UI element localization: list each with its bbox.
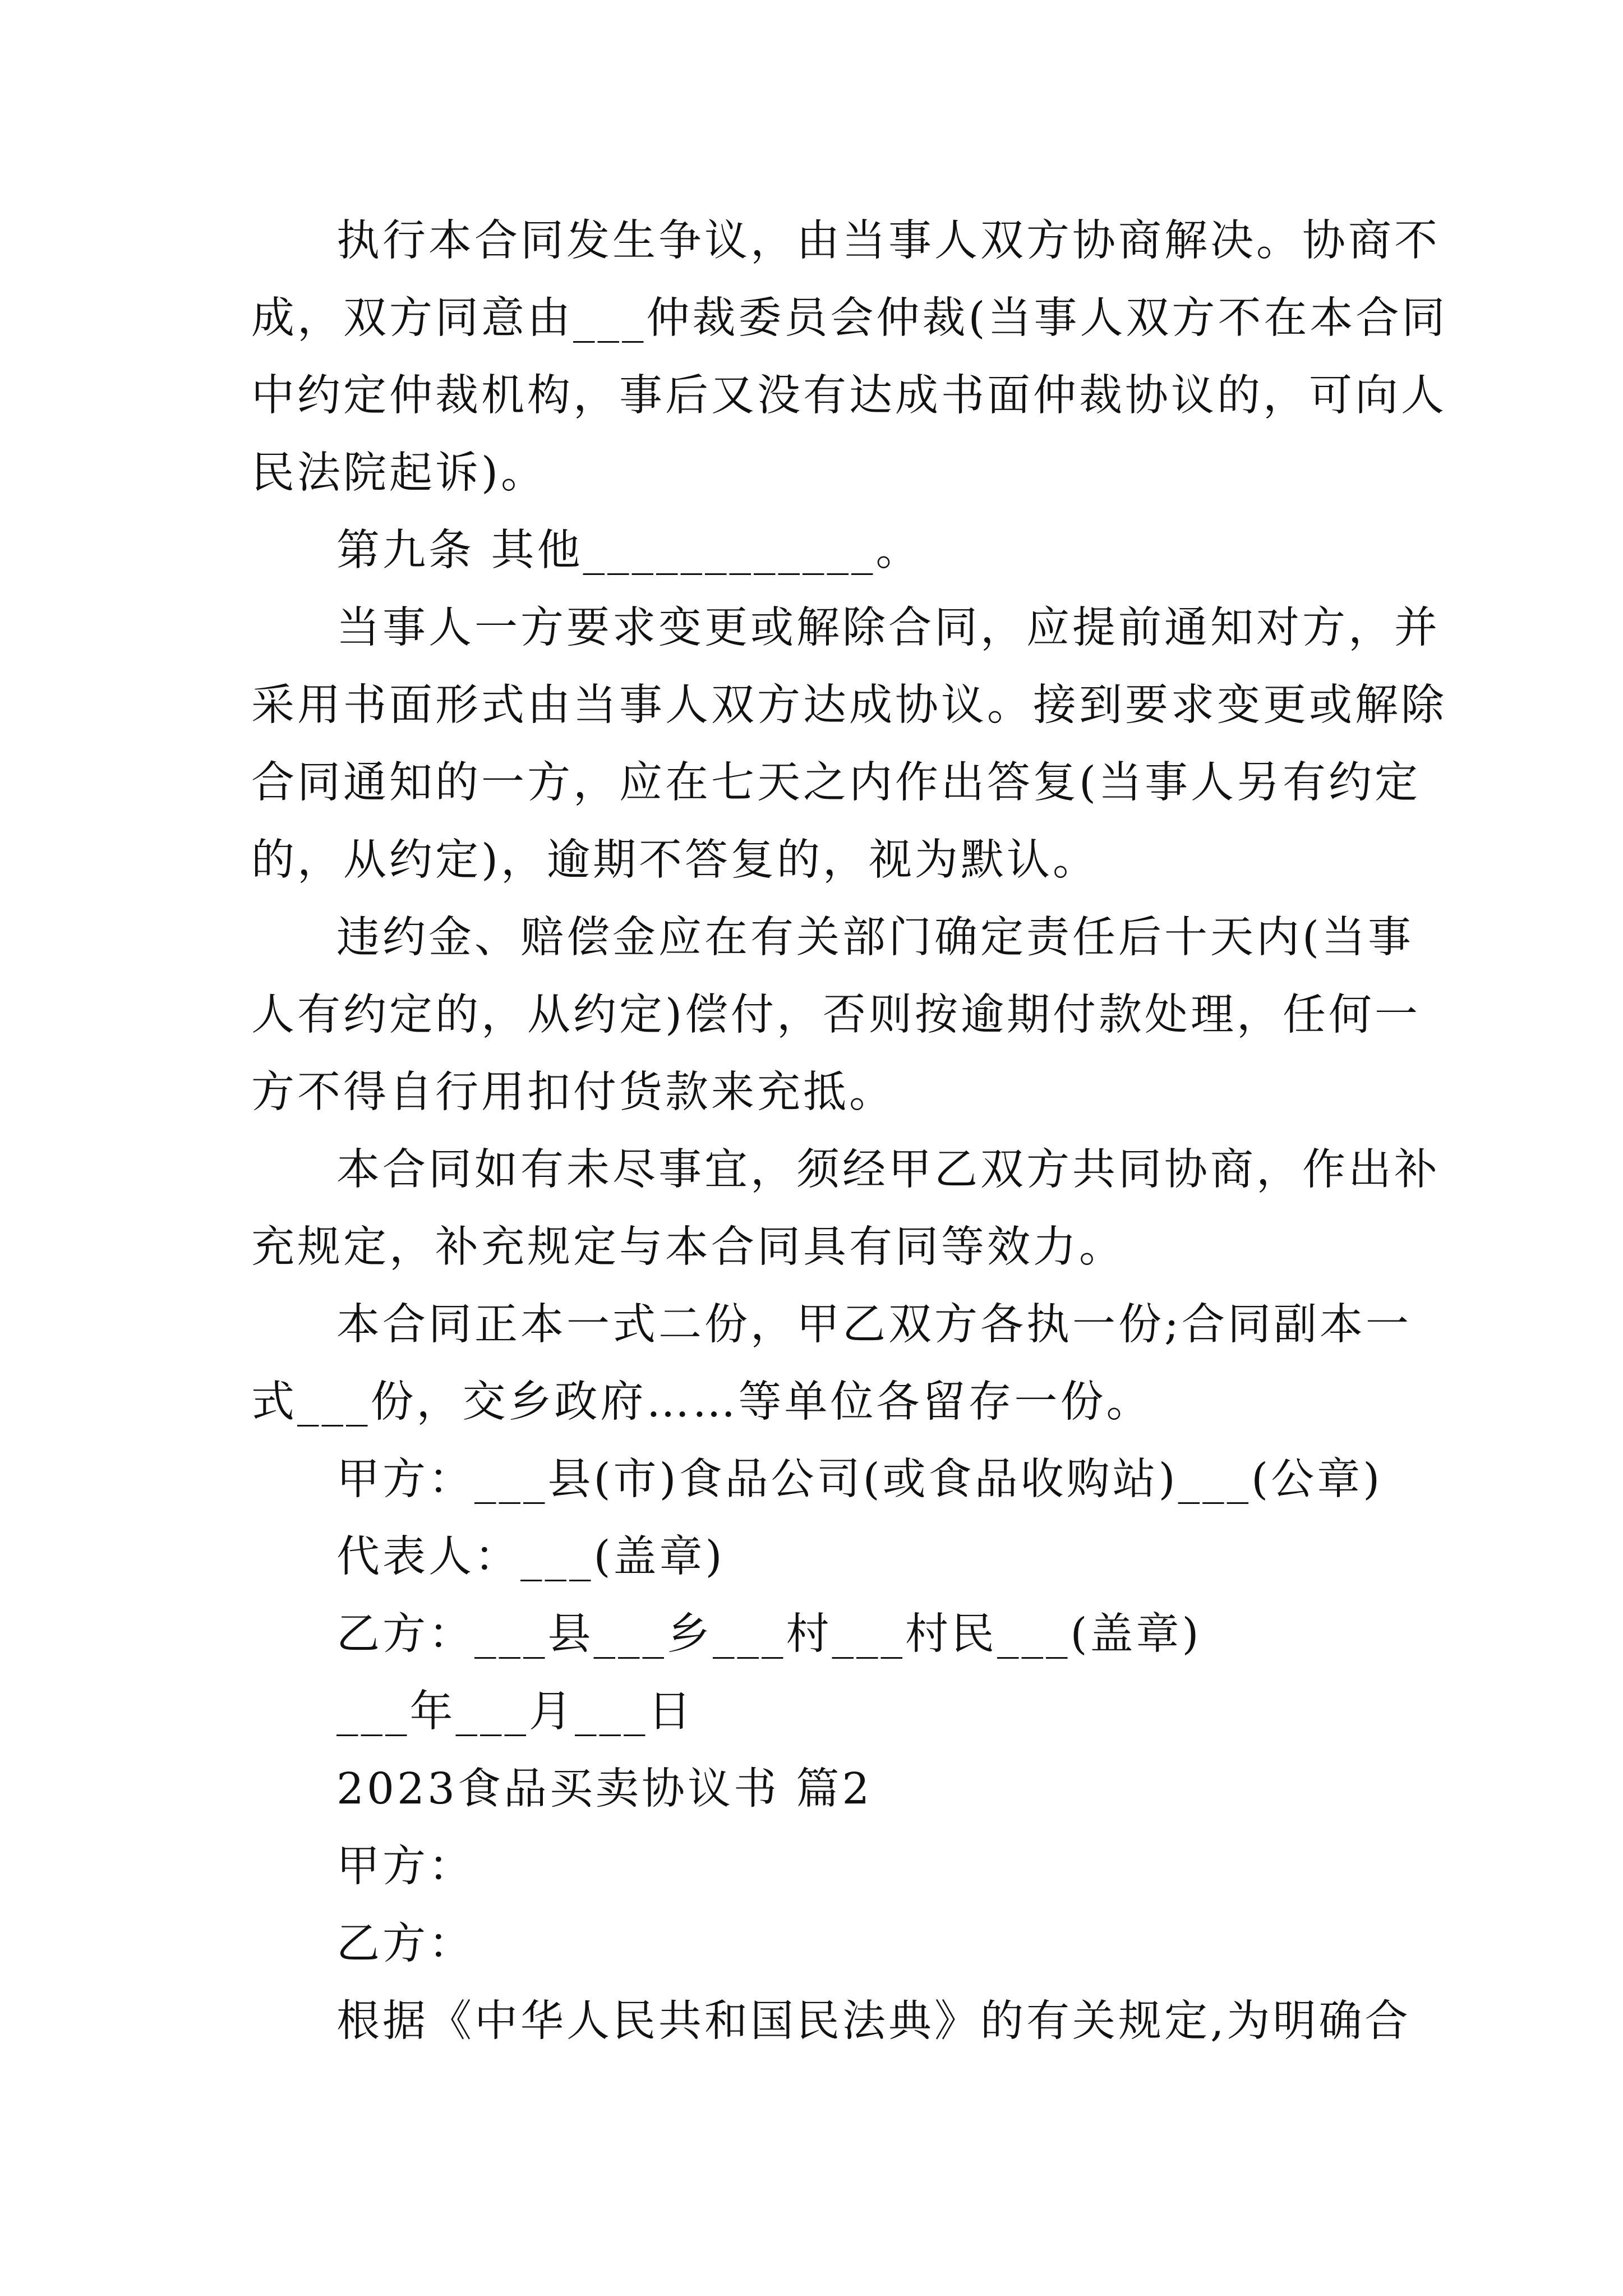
paragraph-line: 当事人一方要求变更或解除合同，应提前通知对方，并 <box>336 603 1440 653</box>
party-b-label: 乙方： <box>336 1919 474 1969</box>
paragraph-line: 方不得自行用扣付货款来充抵。 <box>251 1068 895 1117</box>
paragraph-line: 本合同正本一式二份，甲乙双方各执一份;合同副本一 <box>336 1300 1412 1350</box>
party-a-line: 甲方：___县(市)食品公司(或食品收购站)___(公章) <box>336 1455 1383 1504</box>
section-heading: 第九条 其他____________。 <box>336 526 922 576</box>
party-a-label: 甲方： <box>336 1842 474 1892</box>
paragraph-line: 根据《中华人民共和国民法典》的有关规定,为明确合 <box>336 1996 1411 2046</box>
date-line: ___年___月___日 <box>336 1687 694 1737</box>
paragraph-line: 成，双方同意由___仲裁委员会仲裁(当事人双方不在本合同 <box>251 293 1448 343</box>
paragraph-line: 合同通知的一方，应在七天之内作出答复(当事人另有约定 <box>251 758 1421 808</box>
paragraph-line: 采用书面形式由当事人双方达成协议。接到要求变更或解除 <box>251 680 1447 730</box>
paragraph-line: 充规定，补充规定与本合同具有同等效力。 <box>251 1222 1125 1272</box>
paragraph-line: 违约金、赔偿金应在有关部门确定责任后十天内(当事 <box>336 913 1414 963</box>
paragraph-line: 执行本合同发生争议，由当事人双方协商解决。协商不 <box>336 216 1440 266</box>
party-b-line: 乙方：___县___乡___村___村民___(盖章) <box>336 1609 1202 1659</box>
paragraph-line: 人有约定的，从约定)偿付，否则按逾期付款处理，任何一 <box>251 990 1421 1040</box>
paragraph-line: 民法院起诉)。 <box>251 448 547 498</box>
paragraph-line: 的，从约定)，逾期不答复的，视为默认。 <box>251 835 1099 885</box>
section-title: 2023食品买卖协议书 篇2 <box>336 1764 873 1814</box>
representative-line: 代表人：___(盖章) <box>336 1532 725 1582</box>
paragraph-line: 式___份，交乡政府……等单位各留存一份。 <box>251 1377 1152 1427</box>
paragraph-line: 本合同如有未尽事宜，须经甲乙双方共同协商，作出补 <box>336 1145 1440 1195</box>
paragraph-line: 中约定仲裁机构，事后又没有达成书面仲裁协议的，可向人 <box>251 371 1447 421</box>
